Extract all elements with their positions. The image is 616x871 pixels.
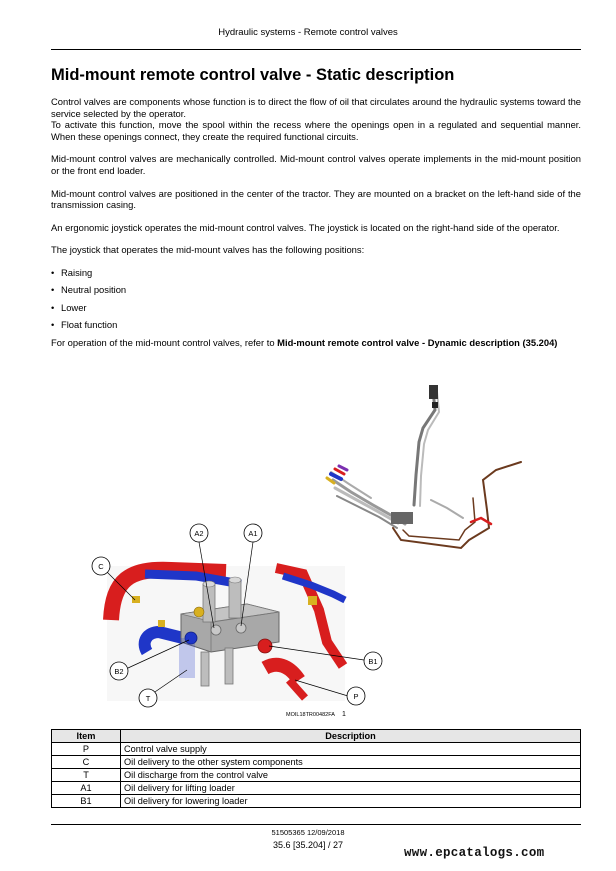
positions-list bbox=[51, 267, 581, 331]
paragraph-reference: For operation of the mid-mount control valves, refer to Mid-mount remote control valve - Dynamic description (35.204) bbox=[51, 336, 558, 348]
table-row: B1 Oil delivery for lowering loader bbox=[52, 795, 581, 808]
paragraph-joystick: An ergonomic joystick operates the mid-mount control valves. The joystick is located on the right-hand side of the operator. bbox=[51, 221, 560, 233]
paragraph-position: Mid-mount control valves are positioned in the center of the tractor. They are mounted on a bracket on the left-hand side of the transmission casing. bbox=[51, 187, 581, 211]
svg-text:B2: B2 bbox=[114, 667, 124, 676]
footer-doc-code: 51505365 12/09/2018 bbox=[271, 828, 345, 837]
svg-text:A2: A2 bbox=[194, 529, 204, 538]
svg-text:A1: A1 bbox=[248, 529, 258, 538]
table-row: C Oil delivery to the other system components bbox=[52, 756, 581, 769]
footer-page-number: 35.6 [35.204] / 27 bbox=[272, 840, 344, 850]
svg-text:C: C bbox=[98, 562, 104, 571]
callout-c bbox=[92, 557, 110, 575]
callout-a2 bbox=[190, 524, 208, 542]
body-text bbox=[51, 96, 581, 359]
column-header-description: Description bbox=[121, 730, 581, 743]
svg-text:T: T bbox=[145, 694, 151, 703]
callout-b2 bbox=[110, 662, 128, 680]
table-header-row bbox=[52, 730, 581, 743]
footer-rule bbox=[51, 824, 581, 825]
callout-a1 bbox=[244, 524, 262, 542]
callout-t bbox=[139, 689, 157, 707]
running-header: Hydraulic systems - Remote control valves bbox=[218, 27, 398, 38]
table-row: T Oil discharge from the control valve bbox=[52, 769, 581, 782]
valve-illustration bbox=[107, 566, 345, 701]
svg-text:B1: B1 bbox=[368, 657, 378, 666]
paragraph-positions-intro: The joystick that operates the mid-mount valves has the following positions: bbox=[51, 244, 365, 256]
valve-figure bbox=[51, 380, 581, 725]
reference-code: (35.204) bbox=[522, 336, 558, 348]
column-header-item: Item bbox=[52, 730, 121, 743]
page-title: Mid-mount remote control valve - Static description bbox=[51, 66, 455, 84]
table-row: P Control valve supply bbox=[52, 743, 581, 756]
paragraph-control: Mid-mount control valves are mechanically controlled. Mid-mount control valves operate implements in the mid-mount position or the front end loader. bbox=[51, 153, 581, 176]
list-item: • Lower bbox=[51, 301, 87, 313]
header-rule bbox=[51, 49, 581, 50]
overview-illustration bbox=[327, 385, 521, 548]
list-item: • Float function bbox=[51, 319, 118, 331]
legend-table bbox=[51, 729, 581, 808]
callout-b1 bbox=[364, 652, 382, 670]
reference-link[interactable]: Mid-mount remote control valve - Dynamic description bbox=[277, 336, 520, 348]
watermark: www.epcatalogs.com bbox=[404, 846, 545, 860]
figure-number: 1 bbox=[342, 711, 346, 718]
callout-p bbox=[347, 687, 365, 705]
svg-text:P: P bbox=[353, 692, 359, 701]
paragraph-intro: Control valves are components whose function is to direct the flow of oil that circulates around the hydraulic systems toward the service selected by the operator. bbox=[51, 96, 581, 119]
paragraph-activation: To activate this function, move the spool within the recess where the openings open in a regulated and sequential manner. When these openings connect, they create the required functional circuits. bbox=[51, 119, 581, 142]
list-item: • Neutral position bbox=[51, 284, 127, 296]
figure-id: MOIL18TR00482FA bbox=[286, 712, 335, 718]
table-row: A1 Oil delivery for lifting loader bbox=[52, 782, 581, 795]
list-item: • Raising bbox=[51, 266, 93, 278]
